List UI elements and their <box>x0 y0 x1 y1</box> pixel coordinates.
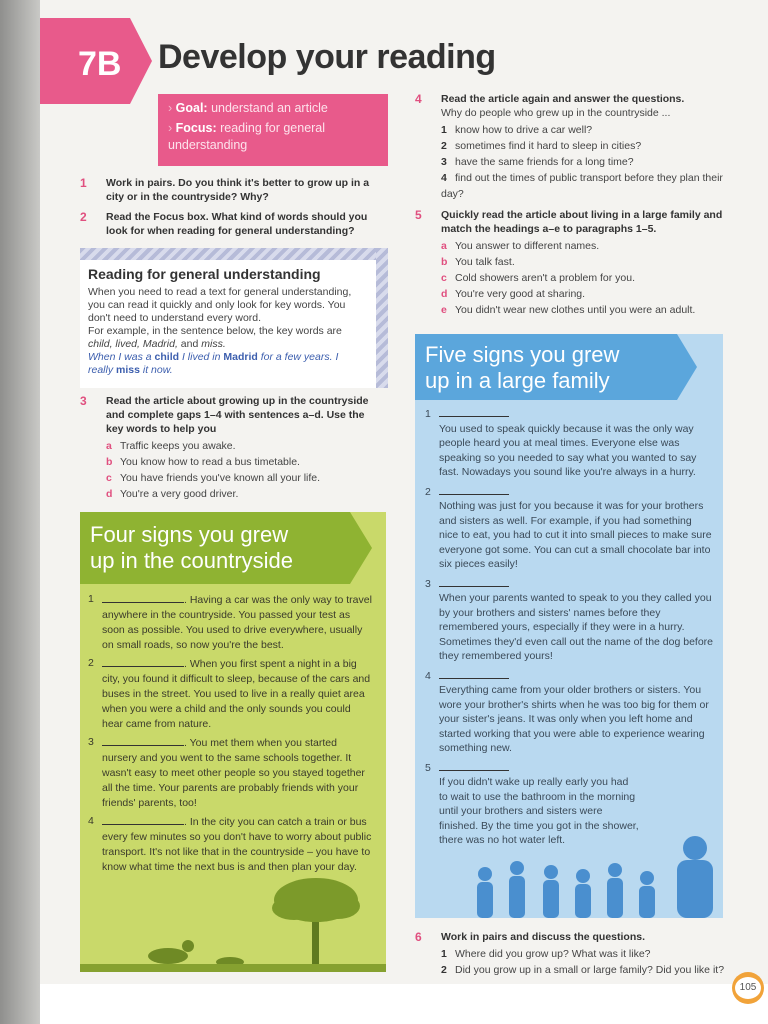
option-item <box>441 254 725 270</box>
option-text: know how to drive a car well? <box>455 124 593 136</box>
question-5-options <box>441 238 725 318</box>
heading-blank <box>439 406 509 417</box>
goal-box: › Goal: understand an article › Focus: reading for general understanding <box>158 94 388 166</box>
unit-badge <box>40 18 152 104</box>
gap-blank <box>102 656 184 667</box>
family-paragraph <box>425 406 713 480</box>
countryside-paragraph <box>88 592 372 653</box>
option-text: You have friends you've known all your life. <box>120 472 321 484</box>
option-item <box>441 138 725 154</box>
countryside-paragraph <box>88 735 372 811</box>
countryside-article-body <box>88 592 372 878</box>
gap-blank <box>102 735 184 746</box>
paragraph-number: 2 <box>425 485 431 498</box>
page-gutter-shadow <box>0 0 40 1024</box>
focus-box-stripe <box>80 248 388 260</box>
option-item <box>441 238 725 254</box>
option-item <box>441 946 735 962</box>
countryside-illustration <box>80 872 386 972</box>
question-2: 2 Read the Focus box. What kind of words should you look for when reading for general understanding? <box>80 210 368 237</box>
paragraph-text: Everything came from your older brothers or sisters. You wore your brother's shirts when he was too big for them or your sister's jeans. It was only when you left home and started working that you were able to experience wearing something new. <box>439 684 709 754</box>
focus-label: Focus: <box>175 121 217 135</box>
unit-number: 7B <box>78 45 122 83</box>
paragraph-number: 1 <box>425 408 431 420</box>
people-silhouette-icon <box>477 836 713 918</box>
option-letter: c <box>106 472 112 484</box>
question-3: 3 Read the article about growing up in the countryside and complete gaps 1–4 with sentences a–d. Use the key words to help you a Traffic keeps you awake. b You know how to read a bus timetable. c You have friends you've known all your life. d You're a very good driver. <box>80 394 384 502</box>
option-letter: 2 <box>441 140 447 152</box>
question-6-options <box>441 946 735 978</box>
option-text: have the same friends for a long time? <box>455 156 634 168</box>
option-letter: e <box>441 304 447 316</box>
large-family-article <box>415 334 723 918</box>
option-item <box>441 302 725 318</box>
option-letter: 3 <box>441 156 447 168</box>
option-item <box>441 270 725 286</box>
option-item <box>106 438 384 454</box>
focus-box <box>80 248 388 388</box>
gap-blank <box>102 592 184 603</box>
option-item <box>106 470 384 486</box>
countryside-paragraph <box>88 814 372 875</box>
family-silhouette-illustration <box>455 834 723 918</box>
option-item <box>441 170 725 202</box>
paragraph-text: . Having a car was the only way to travel anywhere in the countryside. You passed your test as soon as possible. You used to drive everywhere, usually on small roads, so now you're the best. <box>102 594 372 651</box>
family-paragraph <box>425 484 713 572</box>
option-text: You answer to different names. <box>455 240 600 252</box>
family-paragraph <box>425 576 713 664</box>
question-1: 1 Work in pairs. Do you think it's better to grow up in a city or in the countryside? Why? <box>80 176 370 203</box>
option-item <box>106 454 384 470</box>
option-letter: b <box>441 256 448 268</box>
paragraph-text: You used to speak quickly because it was the only way people heard you at meal times. Everyone else was speaking so you needed to say what you wanted to say fast. Nowadays you sound like you're always in a hurry. <box>439 422 697 478</box>
focus-example: When I was a child I lived in Madrid for a few years. I really miss it now. <box>88 351 339 376</box>
option-letter: b <box>106 456 113 468</box>
page-bottom-margin <box>40 984 768 1024</box>
family-title: Five signs you grew up in a large family <box>425 342 620 393</box>
goal-text: understand an article <box>211 101 328 115</box>
option-item <box>106 486 384 502</box>
option-text: Cold showers aren't a problem for you. <box>455 272 636 284</box>
option-text: Did you grow up in a small or large family? Did you like it? <box>455 964 725 976</box>
option-text: You're very good at sharing. <box>455 288 586 300</box>
animal-icon <box>148 940 244 967</box>
family-article-body <box>425 406 713 852</box>
question-3-options <box>106 438 384 502</box>
option-item <box>441 286 725 302</box>
heading-blank <box>439 484 509 495</box>
focus-text: reading for general understanding <box>168 121 326 152</box>
option-letter: 1 <box>441 124 447 136</box>
paragraph-text: When your parents wanted to speak to you they called you by your brothers and sisters' names before they remembered yours, especially if they were in a hurry. Sometimes they'd even call out the name of the dog before they remembered yours! <box>439 592 714 662</box>
option-text: Traffic keeps you awake. <box>120 440 236 452</box>
option-text: You didn't wear new clothes until you were an adult. <box>455 304 696 316</box>
page-number-badge <box>732 972 764 1004</box>
countryside-title-arrow <box>350 512 372 584</box>
paragraph-text: . In the city you can catch a train or bus every few minutes so you don't have to worry about public transport. It's not like that in the countryside – you have to know what time the next bus is and then plan your day. <box>102 816 372 873</box>
option-item <box>441 154 725 170</box>
family-paragraph <box>425 668 713 756</box>
paragraph-number: 3 <box>88 736 94 748</box>
heading-blank <box>439 668 509 679</box>
option-item <box>441 962 735 978</box>
option-text: You know how to read a bus timetable. <box>120 456 300 468</box>
option-text: Where did you grow up? What was it like? <box>455 948 651 960</box>
family-title-arrow <box>677 334 697 400</box>
countryside-title: Four signs you grew up in the countryside <box>90 522 294 573</box>
goal-label: Goal: <box>175 101 208 115</box>
countryside-article <box>80 512 386 972</box>
paragraph-number: 3 <box>425 577 431 590</box>
paragraph-text: . You met them when you started nursery and you went to the same schools together. It wasn't easy to meet other people so you stayed together all the time. Your parents are probably friends with your friends' parents, too! <box>102 737 365 809</box>
paragraph-text: . When you first spent a night in a big city, you found it difficult to sleep, because of the cars and buses in the street. You used to live in a really quiet area when you were a child and the only sounds you could hear came from nature. <box>102 658 371 730</box>
paragraph-number: 4 <box>88 815 94 827</box>
option-item <box>441 122 725 138</box>
question-4: 4 Read the article again and answer the questions. Why do people who grew up in the countryside ... 1 know how to drive a car well? 2 sometimes find it hard to sleep in cities? 3 have the same friends for a long time? 4 find out the times of public transport before they plan their day? <box>415 92 725 202</box>
paragraph-number: 4 <box>425 669 431 682</box>
option-letter: a <box>441 240 447 252</box>
question-4-options <box>441 122 725 202</box>
paragraph-number: 5 <box>425 761 431 774</box>
paragraph-number: 2 <box>88 657 94 669</box>
option-text: You talk fast. <box>455 256 515 268</box>
option-text: sometimes find it hard to sleep in cities? <box>455 140 642 152</box>
gap-blank <box>102 814 184 825</box>
paragraph-text: If you didn't wake up really early you had to wait to use the bathroom in the morning until your brothers and sisters were finished. By the time you got in the shower, there was no hot water left. <box>439 776 639 846</box>
option-text: You're a very good driver. <box>120 488 239 500</box>
paragraph-number: 1 <box>88 593 94 605</box>
option-letter: c <box>441 272 447 284</box>
focus-paragraph-2: For example, in the sentence below, the key words are child, lived, Madrid, and miss. <box>88 325 342 350</box>
tree-icon <box>272 878 360 968</box>
question-6: 6 Work in pairs and discuss the questions. 1 Where did you grow up? What was it like? 2 Did you grow up in a small or large family? Did you like it? <box>415 930 735 978</box>
option-letter: a <box>106 440 112 452</box>
option-text: find out the times of public transport before they plan their day? <box>441 172 723 200</box>
focus-paragraph-1: When you need to read a text for general understanding, you can read it quickly and only look for key words. You don't need to understand every word. <box>88 286 352 324</box>
page-number: 105 <box>735 977 761 999</box>
heading-blank <box>439 576 509 587</box>
option-letter: d <box>106 488 113 500</box>
option-letter: d <box>441 288 448 300</box>
grass-strip <box>80 964 386 972</box>
question-5: 5 Quickly read the article about living in a large family and match the headings a–e to paragraphs 1–5. a You answer to different names. b You talk fast. c Cold showers aren't a problem for you. d You're very good at sharing. e You didn't wear new clothes until you were an adult. <box>415 208 725 318</box>
page-title: Develop your reading <box>158 38 496 76</box>
paragraph-text: Nothing was just for you because it was for your brothers and sisters as well. For example, if you had something nice to eat, you had to cut it into small pieces to make sure everyone got some. You can cut a small chocolate bar into six pieces easily! <box>439 500 712 570</box>
focus-box-stripe-side <box>376 248 388 388</box>
option-letter: 2 <box>441 964 447 976</box>
countryside-paragraph <box>88 656 372 732</box>
option-letter: 1 <box>441 948 447 960</box>
focus-heading: Reading for general understanding <box>88 266 321 282</box>
heading-blank <box>439 760 509 771</box>
option-letter: 4 <box>441 172 447 184</box>
